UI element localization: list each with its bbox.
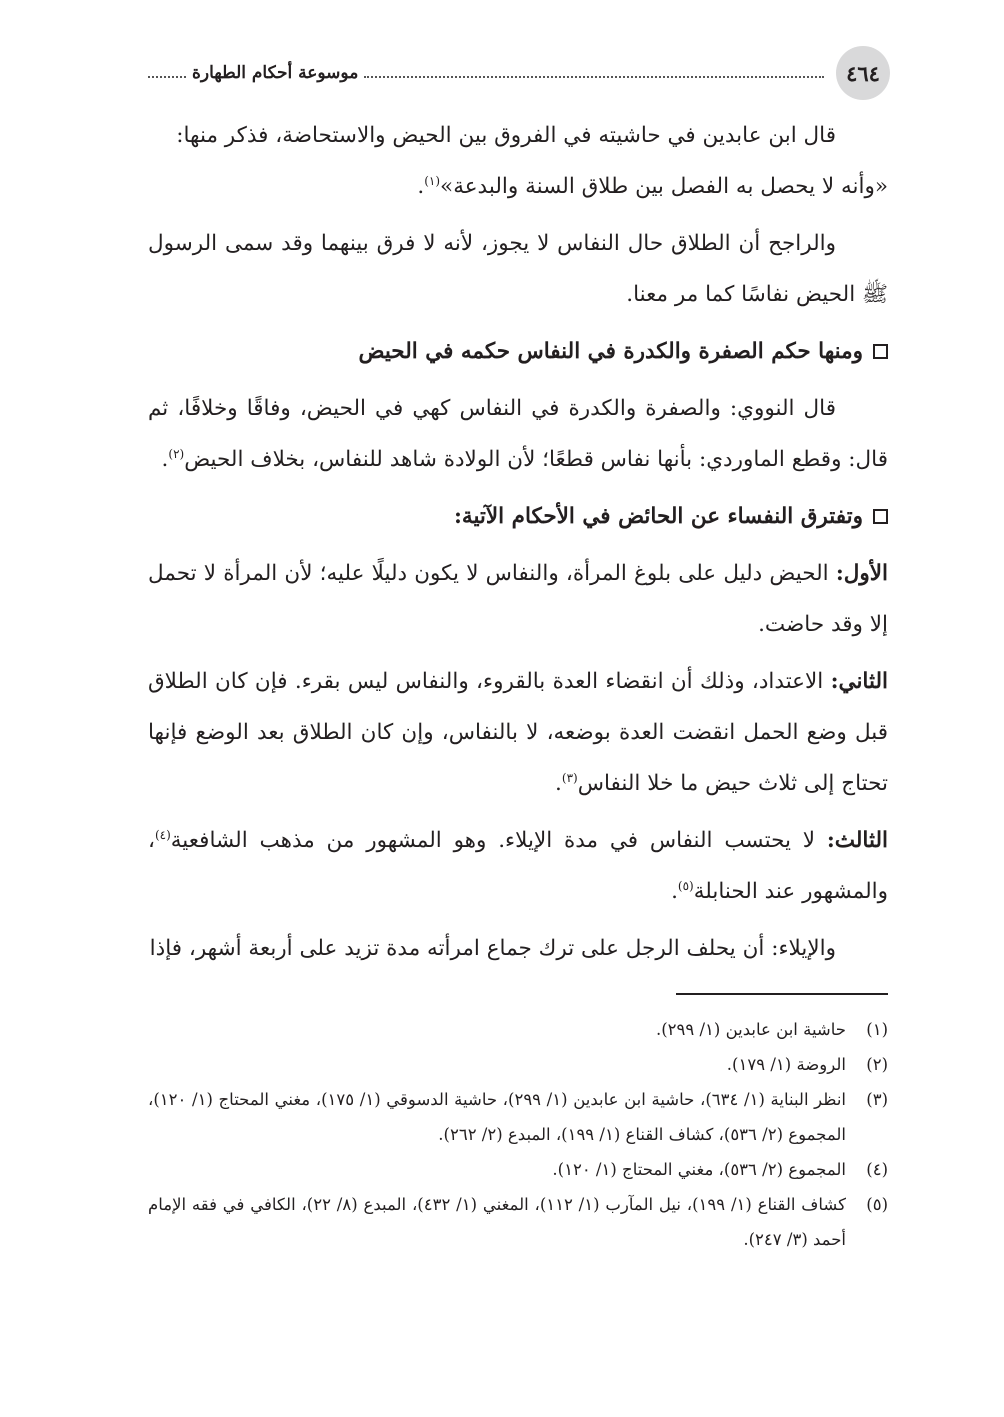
footnote — [148, 1082, 888, 1152]
paragraph-2: والراجح أن الطلاق حال النفاس لا يجوز، لأنه لا فرق بينهما وقد سمى الرسول ﷺ الحيض نفاسًا كما مر معنا. — [148, 231, 888, 307]
footnote-number: (٣) — [866, 1090, 888, 1109]
footnote-divider — [676, 993, 888, 995]
paragraph-3-text: قال النووي: والصفرة والكدرة في النفاس كهي في الحيض، وفاقًا وخلافًا، ثم قال: وقطع الماوردي: بأنها نفاس قطعًا؛ لأن الولادة شاهد للنفاس، بخلاف الحيض — [148, 396, 888, 472]
footnote-ref-3[interactable]: (٣) — [561, 770, 578, 785]
footnote-ref-2[interactable]: (٢) — [168, 446, 185, 461]
item-label-second: الثاني: — [830, 669, 888, 694]
section-heading-2-text: وتفترق النفساء عن الحائض في الأحكام الآتية: — [453, 504, 863, 529]
footnote-ref-5[interactable]: (٥) — [677, 878, 694, 893]
checkbox-icon — [873, 509, 888, 524]
paragraph-4 — [148, 548, 888, 650]
running-title-text: موسوعة أحكام الطهارة — [192, 63, 359, 83]
item-label-first: الأول: — [835, 561, 888, 586]
footnote-number: (٤) — [866, 1160, 888, 1179]
item-label-third: الثالث: — [826, 828, 888, 853]
paragraph-3 — [148, 383, 888, 485]
paragraph-1 — [148, 110, 888, 212]
page-header — [148, 46, 890, 102]
running-title — [148, 58, 824, 88]
footnotes — [148, 1012, 888, 1257]
footnote-ref-1[interactable]: (١) — [424, 173, 441, 188]
quote: «وأنه لا يحصل به الفصل بين طلاق السنة والبدعة» — [440, 174, 888, 199]
header-dots-left — [364, 76, 824, 78]
paragraph-6-text-b: ، والمشهور عند الحنابلة — [148, 828, 888, 904]
paragraph-5 — [148, 656, 888, 809]
footnote-text: كشاف القناع (١/ ١٩٩)، نيل المآرب (١/ ١١٢)، المغني (١/ ٤٣٢)، المبدع (٨/ ٢٢)، الكافي في فقه الإمام أحمد (٣/ ٢٤٧). — [148, 1195, 847, 1249]
footnote-text: المجموع (٢/ ٥٣٦)، مغني المحتاج (١/ ١٢٠). — [552, 1160, 846, 1179]
main-text — [148, 110, 888, 980]
paragraph-6-text-a: لا يحتسب النفاس في مدة الإيلاء. وهو المشهور من مذهب الشافعية — [170, 828, 827, 853]
header-dots-right — [148, 76, 186, 78]
checkbox-icon — [873, 344, 888, 359]
footnote-number: (٥) — [866, 1195, 888, 1214]
section-heading-2 — [148, 491, 888, 542]
footnote-number: (٢) — [866, 1055, 888, 1074]
section-heading-1-text: ومنها حكم الصفرة والكدرة في النفاس حكمه في الحيض — [358, 339, 863, 364]
footnote — [148, 1012, 888, 1047]
footnote — [148, 1187, 888, 1257]
footnote-text: حاشية ابن عابدين (١/ ٢٩٩). — [655, 1020, 846, 1039]
page-number: ٤٦٤ — [836, 46, 890, 100]
paragraph-5-text: الاعتداد، وذلك أن انقضاء العدة بالقروء، والنفاس ليس بقرء. فإن كان الطلاق قبل وضع الحمل انقضت العدة بوضعه، لا بالنفاس، وإن كان الطلاق بعد الوضع فإنها تحتاج إلى ثلاث حيض ما خلا النفاس — [148, 669, 888, 796]
paragraph-6 — [148, 815, 888, 917]
footnote-text: الروضة (١/ ١٧٩). — [726, 1055, 846, 1074]
footnote — [148, 1152, 888, 1187]
period: . — [161, 447, 169, 472]
footnote-number: (١) — [866, 1020, 888, 1039]
paragraph-7: والإيلاء: أن يحلف الرجل على ترك جماع امرأته مدة تزيد على أربعة أشهر، فإذا — [149, 936, 836, 961]
period: . — [417, 174, 425, 199]
footnote — [148, 1047, 888, 1082]
paragraph-4-text: الحيض دليل على بلوغ المرأة، والنفاس لا يكون دليلًا عليه؛ لأن المرأة لا تحمل إلا وقد حاضت. — [148, 561, 888, 637]
period: . — [671, 879, 678, 904]
section-heading-1 — [148, 326, 888, 377]
period: . — [555, 771, 562, 796]
footnote-text: انظر البناية (١/ ٦٣٤)، حاشية ابن عابدين (١/ ٢٩٩)، حاشية الدسوقي (١/ ١٧٥)، مغني المحتاج (١/ ١٢٠)، المجموع (٢/ ٥٣٦)، كشاف القناع (١/ ١٩٩)، المبدع (٢/ ٢٦٢). — [148, 1090, 846, 1144]
paragraph-1-line-1: قال ابن عابدين في حاشيته في الفروق بين الحيض والاستحاضة، فذكر منها: — [176, 123, 836, 148]
footnote-ref-4[interactable]: (٤) — [154, 827, 171, 842]
